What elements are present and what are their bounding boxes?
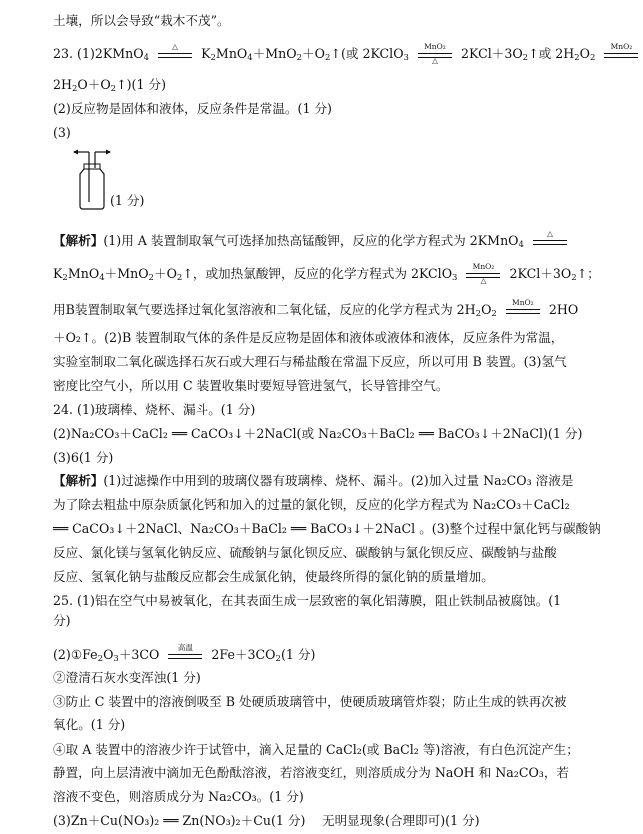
q25-answer-line: ②澄清石灰水变浑浊(1 分) [53, 670, 201, 685]
text-line: $2H_2O+O_2↑)(1$ 分) [53, 77, 166, 94]
analysis-line: 反应、氯化镁与氢氧化钠反应、硫酸钠与氯化钡反应、碳酸钠与氯化钡反应、碳酸钠与盐酸 [53, 545, 557, 560]
high-temp-condition: 高温 [168, 646, 202, 664]
text-line: (3) [53, 125, 71, 140]
mno2-heat-condition: MnO₂ △ [418, 45, 452, 63]
q25-answer-line: 静置，向上层清液中滴加无色酚酞溶液，若溶液变红，则溶质成分为 NaOH 和 Na₂CO₃，若 [53, 765, 570, 780]
q25-answer-line: 溶液不变色，则溶质成分为 Na₂CO₃。(1 分) [53, 789, 304, 804]
analysis-line: 实验室制取二氧化碳选择石灰石或大理石与稀盐酸在常温下反应，所以可用 B 装置。(3)氢气 [53, 354, 567, 369]
mno2-condition: MnO₂ [506, 301, 540, 319]
q25-answer-line: ④取 A 装置中的溶液少许于试管中，滴入足量的 CaCl₂(或 BaCl₂ 等)溶液，有白色沉淀产生； [53, 742, 579, 757]
q24-answer-line: 24. (1)玻璃棒、烧杯、漏斗。(1 分) [53, 402, 256, 417]
heat-condition: △ [158, 45, 192, 63]
q25-answer-line: 分) [53, 613, 71, 628]
analysis-line: ＋O₂↑。(2)B 装置制取气体的条件是反应物是固体和液体或液体和液体，反应条件为常温， [53, 330, 564, 345]
q25-answer-line: $(2)①Fe_2O_3+3CO$ 高温 $2Fe+3CO_2(1$ 分) [53, 643, 316, 664]
q25-answer-line: 25. (1)铝在空气中易被氧化，在其表面生成一层致密的氧化铝薄膜，阻止铁制品被腐蚀。(1 [53, 593, 562, 608]
q24-answer-line: (2)Na₂CO₃＋CaCl₂ ══ CaCO₃↓＋2NaCl(或 Na₂CO₃＋BaCl₂ ══ BaCO₃↓＋2NaCl)(1 分) [53, 426, 583, 441]
heat-condition: △ [533, 232, 567, 250]
q25-answer-line: 氧化。(1 分) [53, 717, 126, 732]
gas-bottle-diagram [72, 148, 112, 210]
mno2-condition: MnO₂ [604, 45, 638, 63]
analysis-line: 【解析】(1)用 A 装置制取氧气可选择加热高锰酸钾，反应的化学方程式为 2KMnO$_4$ △ [53, 232, 573, 250]
q25-answer-line: (3)Zn＋Cu(NO₃)₂ ══ Zn(NO₃)₂＋Cu(1 分) 无明显现象(合理即可)(1 分) [53, 813, 480, 828]
mno2-heat-condition: MnO₂ △ [466, 265, 500, 283]
q25-answer-line: ③防止 C 装置中的溶液倒吸至 B 处硬质玻璃管中，使硬质玻璃管炸裂；防止生成的铁再次被 [53, 694, 567, 709]
text-line: 土壤，所以会导致“栽木不茂”。 [53, 13, 230, 28]
analysis-line: ══ CaCO₃↓＋2NaCl、Na₂CO₃＋BaCl₂ ══ BaCO₃↓＋2NaCl 。(3)整个过程中氯化钙与碳酸钠 [53, 521, 601, 536]
analysis-line: $K_2MnO_4+MnO_2+O_2↑$，或加热氯酸钾，反应的化学方程式为 2KClO$_3$ MnO₂ △ $2KCl+3O_2↑$； [53, 262, 600, 285]
q24-answer-line: (3)6(1 分) [53, 450, 114, 465]
analysis-line: 用B装置制取氧气要选择过氧化氢溶液和二氧化锰，反应的化学方程式为 $2H_2O_2$ MnO₂ 2HO [53, 298, 579, 319]
text-line: (2)反应物是固体和液体，反应条件是常温。(1 分) [53, 101, 332, 116]
analysis-line: 为了除去粗盐中原杂质氯化钙和加入的过量的氯化钡，反应的化学方程式为 Na₂CO₃＋CaCl₂ [53, 497, 570, 512]
analysis-line: 【解析】(1)过滤操作中用到的玻璃仪器有玻璃棒、烧杯、漏斗。(2)加入过量 Na₂CO₃ 溶液是 [53, 473, 574, 488]
q23-equation-line: 23. (1)2KMnO$_4$ △ $K_2MnO_4+MnO_2+O_2↑$(或 2KClO$_3$ MnO₂ △ $2KCl+3O_2↑$或 $2H_2O_2$ MnO₂ [53, 45, 573, 63]
analysis-line: 密度比空气小，所以用 C 装置收集时要短导管进氢气，长导管排空气。 [53, 378, 449, 393]
analysis-line: 反应、氢氧化钠与盐酸反应都会生成氯化钠，使最终所得的氯化钠的质量增加。 [53, 569, 494, 584]
text-line: (1 分) [110, 193, 145, 208]
